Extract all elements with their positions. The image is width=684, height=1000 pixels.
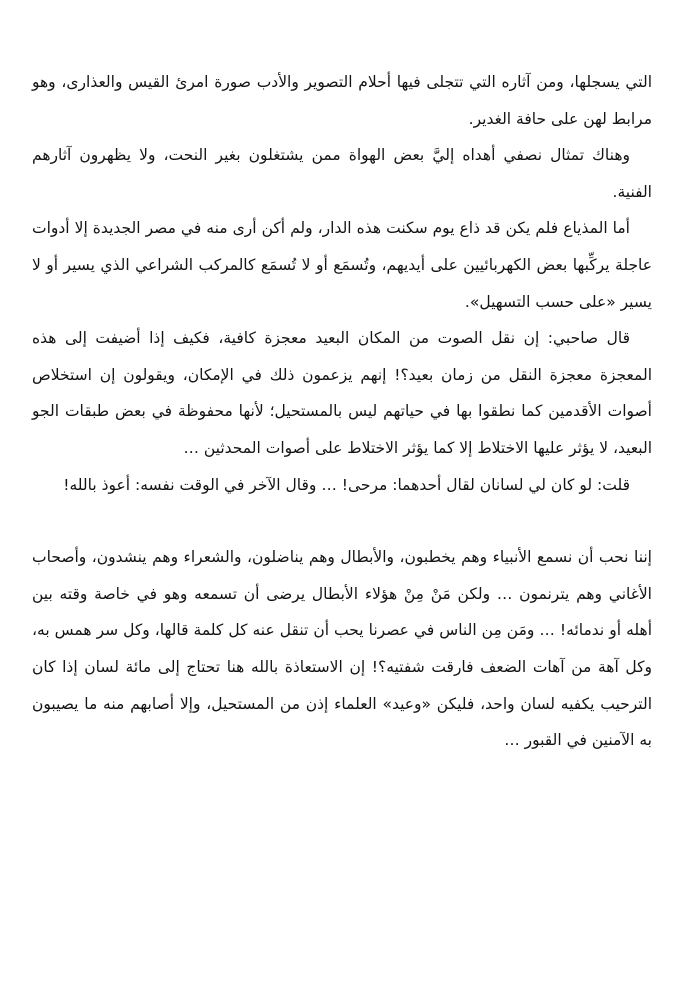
section-divider-space bbox=[32, 503, 652, 539]
paragraph-companion-speech: قال صاحبي: إن نقل الصوت من المكان البعيد معجزة كافية، فكيف إذا أضيفت إلى هذه المعجزة معجزة النقل من زمان بعيد؟! إنهم يزعمون ذلك في الإمكان، ويقولون إن استخلاص أصوات الأقدمين كما نطقوا بها في حياتهم ليس بالمستحيل؛ لأنها محفوظة في بعض طبقات الجو البعيد، لا يؤثر عليها الاختلاط إلا كما يؤثر الاختلاط على أصوات المحدثين … bbox=[32, 329, 652, 457]
section-bottom bbox=[32, 539, 652, 759]
paragraph-prophets-heroes: إننا نحب أن نسمع الأنبياء وهم يخطبون، والأبطال وهم يناضلون، والشعراء وهم ينشدون، وأصحاب الأغاني وهم يترنمون … ولكن مَنْ مِنْ هؤلاء الأبطال يرضى أن تسمعه وهو في خاصة وقته بين أهله أو ندمائه! … ومَن مِن الناس في عصرنا يحب أن تنقل عنه كل كلمة قالها، وكل سر همس به، وكل آهة من آهات الضعف فارقت شفتيه؟! إن الاستعاذة بالله هنا تحتاج إلى مائة لسان إذا كان الترحيب يكفيه لسان واحد، فليكن «وعيد» العلماء إذن من المستحيل، وإلا أصابهم منه ما يصيبون به الآمنين في القبور … bbox=[32, 548, 652, 750]
paragraph-bust-gift: وهناك تمثال نصفي أهداه إليَّ بعض الهواة ممن يشتغلون بغير النحت، ولا يظهرون آثارهم الفنية. bbox=[32, 146, 652, 201]
paragraph-radio-history: أما المذياع فلم يكن قد ذاع يوم سكنت هذه الدار، ولم أكن أرى منه في مصر الجديدة إلا أدوات عاجلة يركِّبها بعض الكهربائيين على أيديهم، وتُسمَع أو لا تُسمَع كالمركب الشراعي الذي يسير أو لا يسير «على حسب التسهيل». bbox=[32, 219, 652, 311]
paragraph-two-tongues: قلت: لو كان لي لسانان لقال أحدهما: مرحى! … وقال الآخر في الوقت نفسه: أعوذ بالله! bbox=[63, 475, 630, 494]
section-top bbox=[32, 64, 652, 503]
document-page bbox=[32, 64, 652, 759]
paragraph-statue-continuation: التي يسجلها، ومن آثاره التي تتجلى فيها أحلام التصوير والأدب صورة امرئ القيس والعذارى، وهو مرابط لهن على حافة الغدير. bbox=[32, 73, 652, 128]
